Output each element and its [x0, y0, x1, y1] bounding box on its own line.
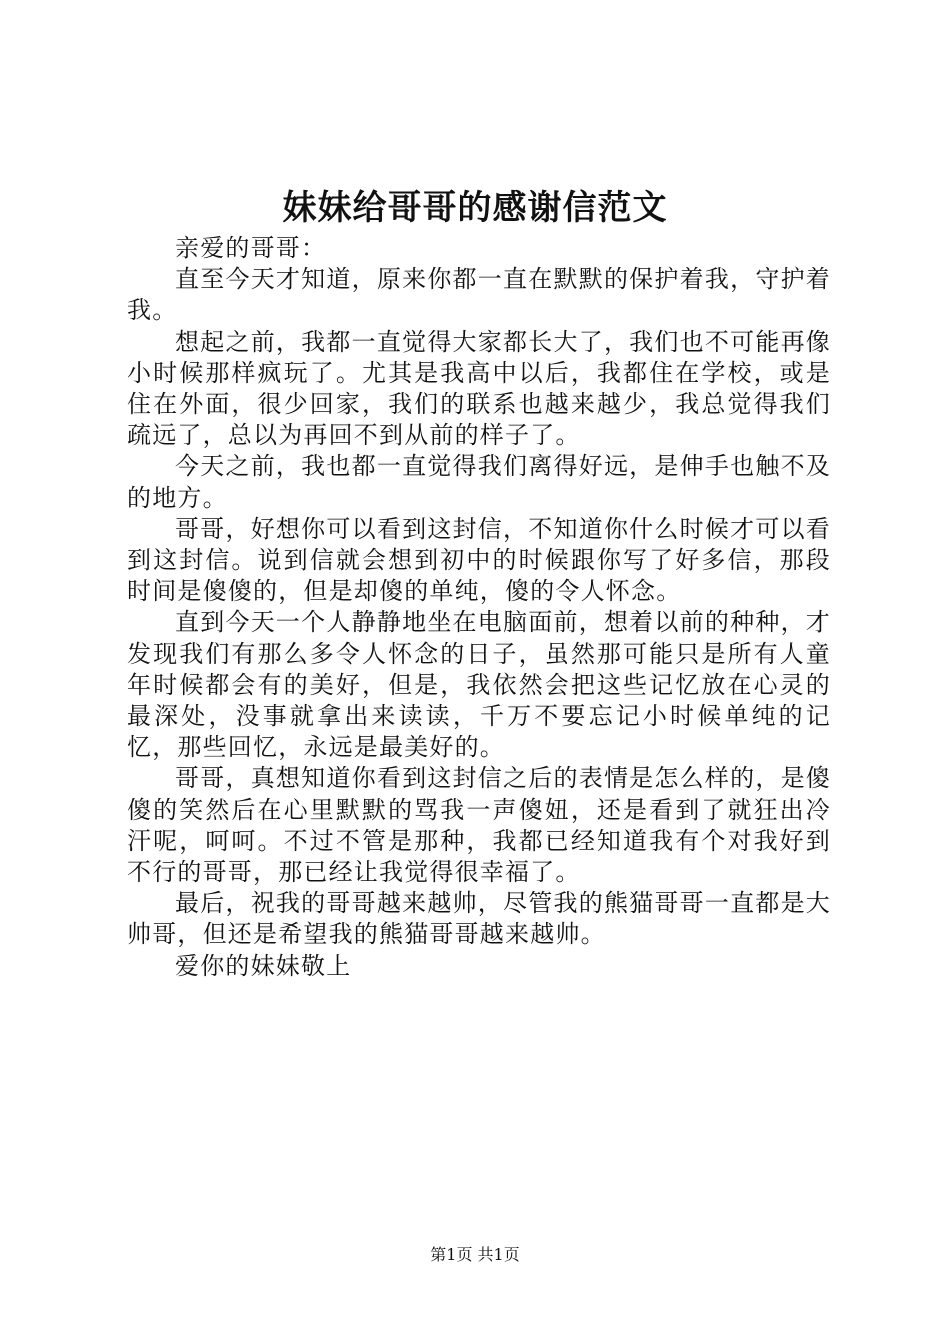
- paragraph: 最后，祝我的哥哥越来越帅，尽管我的熊猫哥哥一直都是大帅哥，但还是希望我的熊猫哥哥越来越帅。: [127, 889, 831, 949]
- signature: 爱你的妹妹敬上: [175, 951, 352, 980]
- page-footer: 第1页 共1页: [430, 1245, 520, 1264]
- paragraph: 今天之前，我也都一直觉得我们离得好远，是伸手也触不及的地方。: [127, 452, 831, 512]
- letter-body: [127, 233, 831, 982]
- salutation: 亲爱的哥哥：: [175, 234, 327, 262]
- paragraph: 哥哥，真想知道你看到这封信之后的表情是怎么样的，是傻傻的笑然后在心里默默的骂我一声傻妞，还是看到了就狂出冷汗呢，呵呵。不过不管是那种，我都已经知道我有个对我好到不行的哥哥，那已经让我觉得很幸福了。: [127, 764, 831, 887]
- document-title: 妹妹给哥哥的感谢信范文: [282, 188, 668, 228]
- paragraph: 直至今天才知道，原来你都一直在默默的保护着我，守护着我。: [127, 265, 831, 325]
- paragraph: 直到今天一个人静静地坐在电脑面前，想着以前的种种，才发现我们有那么多令人怀念的日子，虽然那可能只是所有人童年时候都会有的美好，但是，我依然会把这些记忆放在心灵的最深处，没事就拿出来读读，千万不要忘记小时候单纯的记忆，那些回忆，永远是最美好的。: [127, 608, 831, 762]
- paragraph: 哥哥，好想你可以看到这封信，不知道你什么时候才可以看到这封信。说到信就会想到初中的时候跟你写了好多信，那段时间是傻傻的，但是却傻的单纯，傻的令人怀念。: [127, 514, 831, 606]
- paragraph: 想起之前，我都一直觉得大家都长大了，我们也不可能再像小时候那样疯玩了。尤其是我高中以后，我都住在学校，或是住在外面，很少回家，我们的联系也越来越少，我总觉得我们疏远了，总以为再回不到从前的样子了。: [127, 327, 831, 450]
